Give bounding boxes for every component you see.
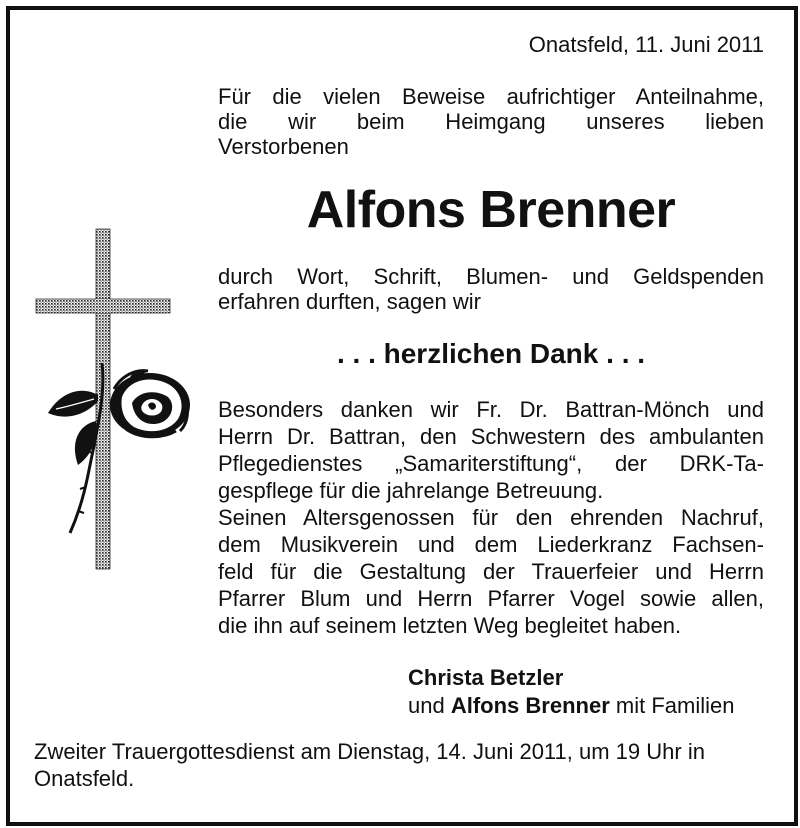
rose-icon	[48, 363, 190, 533]
intro-line: Für die vielen Beweise aufrichtiger Anteilnahme,	[218, 84, 764, 109]
footer-line: Zweiter Trauergottesdienst am Dienstag, 14. Juni 2011, um 19 Uhr in	[34, 739, 705, 764]
signature-suffix: mit Familien	[615, 693, 735, 718]
thanks-headline: . . . herzlichen Dank . . .	[336, 338, 646, 369]
body-line: Besonders danken wir Fr. Dr. Battran-Mönch und	[218, 397, 764, 422]
body-line: Pfarrer Blum und Herrn Pfarrer Vogel sowie allen,	[218, 586, 764, 611]
body-line: Pflegedienstes „Samariterstiftung“, der DRK-Ta-	[218, 451, 764, 476]
intro-line: die wir beim Heimgang unseres lieben	[218, 109, 764, 134]
signature-name: Alfons Brenner	[450, 693, 610, 718]
footer-line: Onatsfeld.	[34, 766, 135, 791]
body-line: Seinen Altersgenossen für den ehrenden Nachruf,	[218, 505, 764, 530]
signature-prefix: und	[408, 693, 445, 718]
middle-line: durch Wort, Schrift, Blumen- und Geldspenden	[218, 264, 764, 289]
deceased-name: Alfons Brenner	[306, 181, 676, 239]
signature-line-2	[408, 692, 734, 720]
body-line: feld für die Gestaltung der Trauerfeier und Herrn	[218, 559, 764, 584]
body-line: gespflege für die jahrelange Betreuung.	[218, 478, 604, 503]
cross-with-rose	[30, 225, 200, 575]
signature-block	[408, 664, 734, 720]
intro-paragraph	[218, 84, 764, 159]
body-line: Herrn Dr. Battran, den Schwestern des ambulanten	[218, 424, 764, 449]
middle-line: erfahren durften, sagen wir	[218, 289, 481, 314]
footer-note	[34, 738, 764, 792]
body-line: die ihn auf seinem letzten Weg begleitet haben.	[218, 613, 682, 638]
signature-line-1: Christa Betzler	[408, 665, 564, 690]
middle-paragraph	[218, 264, 764, 314]
body-paragraph	[218, 396, 764, 639]
body-line: dem Musikverein und dem Liederkranz Fachsen-	[218, 532, 764, 557]
intro-line: Verstorbenen	[218, 134, 349, 159]
date-line: Onatsfeld, 11. Juni 2011	[528, 32, 764, 57]
